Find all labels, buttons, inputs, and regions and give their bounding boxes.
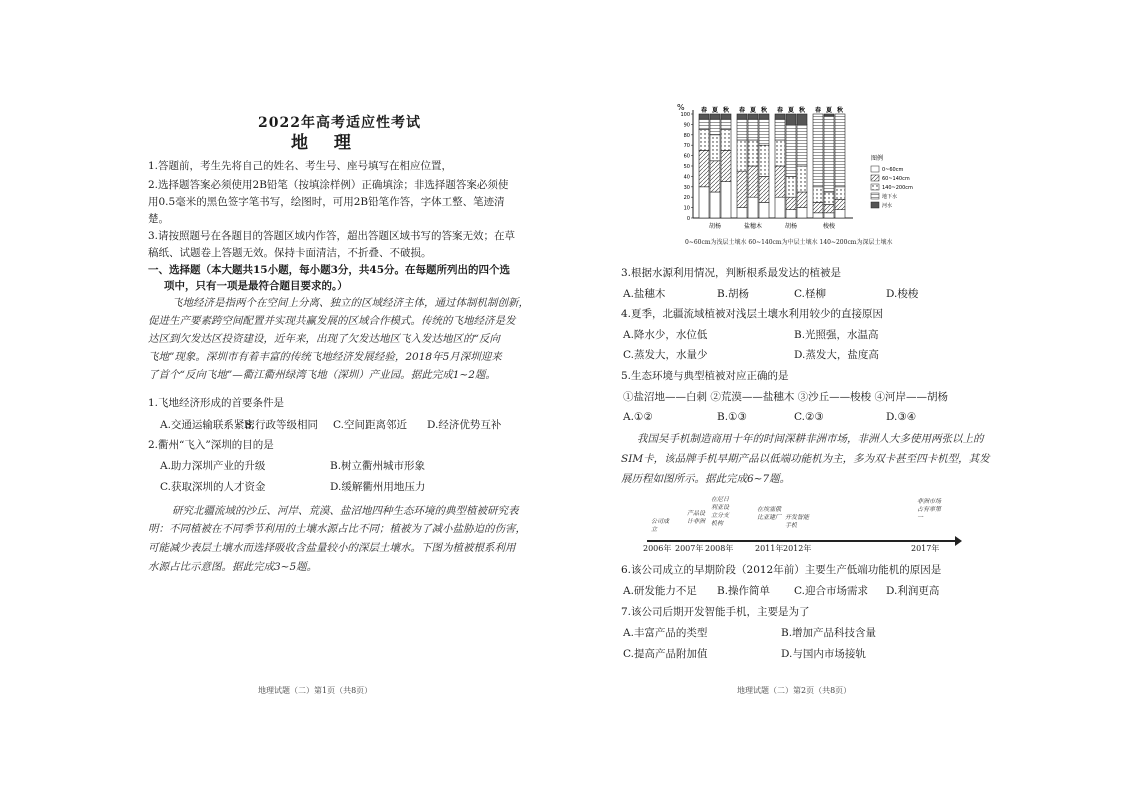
note-line: 1.答题前，考生先将自己的姓名、考生号、座号填写在相应位置， [148, 160, 453, 172]
question-stem: 4.夏季，北疆流域植被对浅层土壤水利用较少的直接原因 [621, 308, 884, 320]
option-c[interactable]: C.②③ [794, 411, 824, 423]
legend-label: 河水 [882, 203, 893, 209]
bar-segment [710, 119, 720, 135]
bar-segment [797, 192, 807, 208]
passage-line: 促进生产要素跨空间配置并实现共赢发展的区域合作模式。传统的飞地经济是发 [148, 315, 516, 327]
note-line: 稿纸、试题卷上答题无效。保持卡面清洁，不折叠、不破损。 [148, 247, 432, 259]
y-tick-label: 60 [683, 153, 690, 160]
bar-segment [748, 140, 758, 166]
bar-segment [710, 192, 720, 218]
legend-swatch [871, 166, 879, 172]
bar-segment [748, 119, 758, 140]
passage-line: 水源占比示意图。据此完成3~5题。 [148, 561, 318, 573]
bar-segment [824, 192, 834, 204]
bar-segment [786, 114, 796, 124]
legend-swatch [871, 184, 879, 190]
bar-segment [775, 166, 785, 197]
legend-label: 140~200cm [882, 185, 913, 191]
category-label: 盐穗木 [743, 223, 763, 230]
bar-segment [721, 130, 731, 151]
bar-segment [699, 114, 709, 119]
bar-segment [824, 213, 834, 218]
y-tick-label: 50 [683, 164, 690, 170]
bar-segment [710, 161, 720, 192]
y-tick-label: 20 [683, 195, 690, 202]
bar-segment [835, 114, 845, 187]
option-b[interactable]: B.树立衢州城市形象 [330, 460, 426, 472]
category-label: 梭梭 [822, 223, 836, 230]
timeline [643, 494, 973, 558]
timeline-year: 2017年 [911, 544, 940, 553]
passage-line: SIM卡，该品牌手机早期产品以低端功能机为主，多为双卡甚至四卡机型，其发 [621, 453, 990, 465]
bar-segment [824, 114, 834, 116]
left-page [0, 0, 561, 794]
passage-line: 可能减少表层土壤水而选择吸收含盐量较小的深层土壤水。下图为植被根系利用 [148, 542, 516, 554]
option-b[interactable]: B.①③ [717, 411, 747, 423]
bar-segment [797, 114, 807, 124]
bar-segment [721, 114, 731, 119]
option-d[interactable]: D.经济优势互补 [427, 419, 502, 431]
bar-segment [759, 202, 769, 218]
option-d[interactable]: D.利润更高 [886, 585, 940, 597]
note-line: 用0.5毫米的黑色签字笔书写，绘图时，可用2B铅笔作答，字体工整、笔迹清 [148, 196, 505, 208]
question-stem: 2.衢州“飞入”深圳的目的是 [148, 439, 274, 451]
bar-segment [699, 119, 709, 129]
option-a[interactable]: A.丰富产品的类型 [623, 627, 708, 639]
bar-segment [775, 197, 785, 218]
season-label: 秋 [798, 107, 806, 114]
timeline-event: 在尼日利亚设立分支机构 [711, 496, 730, 527]
y-tick-label: 30 [683, 184, 690, 191]
bar-segment [824, 116, 834, 192]
option-a[interactable]: A.降水少，水位低 [623, 329, 708, 341]
season-label: 秋 [760, 107, 768, 114]
passage-line: 飞地”现象。深圳市有着丰富的传统飞地经济发展经验，2018年5月深圳迎来 [148, 351, 502, 363]
bar-segment [759, 114, 769, 119]
bar-segment [835, 210, 845, 218]
option-b[interactable]: B.胡杨 [717, 288, 750, 300]
question-stem: 3.根据水源利用情况，判断根系最发达的植被是 [621, 267, 842, 279]
season-label: 夏 [825, 107, 833, 114]
option-c[interactable]: C.柽柳 [794, 288, 826, 300]
question-items: ①盐沼地——白刺 ②荒漠——盐穗木 ③沙丘——梭梭 ④河岸——胡杨 [623, 391, 949, 403]
exam-title: 2022年高考适应性考试 [258, 115, 421, 131]
chart-caption: 0~60cm为浅层土壤水 60~140cm为中层土壤水 140~200cm为深层土壤水 [685, 239, 893, 246]
legend-swatch [871, 193, 879, 199]
season-label: 秋 [722, 107, 730, 114]
y-axis-label: % [677, 103, 685, 112]
option-b[interactable]: B.操作简单 [717, 585, 771, 597]
option-d[interactable]: D.③④ [886, 411, 917, 423]
bar-segment [813, 114, 823, 187]
timeline-event: 非洲市场占有率第一 [917, 498, 942, 521]
passage-line: 我国吴手机制造商用十年的时间深耕非洲市场，非洲人大多使用两张以上的 [637, 433, 984, 445]
category-label: 胡杨 [784, 223, 798, 230]
option-b[interactable]: B.增加产品科技含量 [781, 627, 877, 639]
option-c[interactable]: C.迎合市场需求 [794, 585, 868, 597]
option-d[interactable]: D.梭梭 [886, 288, 919, 300]
bar-segment [759, 176, 769, 202]
bar-segment [737, 171, 747, 207]
passage-line: 飞地经济是指两个在空间上分离、独立的区域经济主体，通过体制机制创新， [172, 297, 529, 309]
bar-segment [775, 140, 785, 166]
bar-segment [797, 208, 807, 218]
y-tick-label: 80 [683, 132, 690, 139]
option-a[interactable]: A.盐穗木 [623, 288, 666, 300]
season-label: 夏 [711, 107, 719, 114]
timeline-year: 2007年 [675, 544, 704, 553]
bar-segment [759, 119, 769, 145]
passage-line: 达区到欠发达区投资建设，近年来，出现了欠发达地区飞入发达地区的“反向 [148, 333, 500, 345]
bar-segment [759, 145, 769, 176]
category-label: 胡杨 [708, 223, 722, 230]
bar-segment [835, 187, 845, 199]
bar-segment [786, 176, 796, 197]
passage-line: 明：不同植被在不同季节利用的土壤水源占比不同；植被为了减小盐胁迫的伤害， [148, 523, 526, 535]
option-d[interactable]: D.与国内市场接轨 [781, 648, 866, 660]
question-stem: 7.该公司后期开发智能手机，主要是为了 [621, 606, 810, 618]
option-d[interactable]: D.缓解衢州用地压力 [330, 481, 426, 493]
timeline-year: 2006年 [643, 544, 672, 553]
note-line: 3.请按照题号在各题目的答题区域内作答，超出答题区域书写的答案无效；在草 [148, 230, 516, 242]
bar-segment [737, 208, 747, 218]
bar-segment [813, 202, 823, 212]
bar-segment [775, 119, 785, 140]
right-page [561, 0, 1123, 794]
bar-segment [813, 213, 823, 218]
root-water-chart [675, 100, 975, 250]
bar-segment [699, 130, 709, 151]
y-tick-label: 40 [683, 174, 690, 181]
legend-label: 60~140cm [882, 176, 910, 182]
bar-segment [721, 182, 731, 218]
legend-label: 地下水 [882, 194, 898, 200]
bar-segment [824, 204, 834, 212]
bar-segment [721, 150, 731, 181]
option-c[interactable]: C.获取深圳的人才资金 [160, 481, 266, 493]
timeline-year: 2008年 [705, 544, 734, 553]
page-footer: 地理试题（二）第1页（共8页） [258, 686, 373, 695]
option-a[interactable]: A.①② [623, 411, 653, 423]
timeline-event: 在埃塞俄比亚建厂 [757, 506, 782, 521]
bar-segment [737, 140, 747, 171]
option-b[interactable]: B.行政等级相同 [244, 419, 319, 431]
bar-segment [699, 187, 709, 218]
legend-swatch [871, 175, 879, 181]
option-a[interactable]: A.交通运输联系紧密 [160, 419, 255, 431]
timeline-event: 开发智能手机 [785, 514, 810, 529]
bar-segment [710, 135, 720, 161]
bar-segment [797, 124, 807, 166]
passage-line: 展历程如图所示。据此完成6~7题。 [621, 473, 791, 485]
bar-segment [748, 197, 758, 218]
bar-segment [721, 119, 731, 129]
timeline-year: 2011年 [755, 544, 784, 553]
legend-swatch [871, 202, 879, 208]
note-line: 2.选择题答案必须使用2B铅笔（按填涂样例）正确填涂；非选择题答案必须使 [148, 179, 509, 191]
bar-segment [835, 199, 845, 209]
season-label: 秋 [836, 107, 844, 114]
bar-segment [797, 166, 807, 192]
note-line: 楚。 [148, 213, 169, 225]
section-heading: 一、选择题（本大题共15小题，每小题3分，共45分。在每题所列出的四个选 [148, 264, 511, 276]
page-footer: 地理试题（二）第2页（共8页） [737, 686, 852, 695]
season-label: 春 [776, 107, 784, 114]
question-stem: 1.飞地经济形成的首要条件是 [148, 397, 285, 409]
bar-segment [786, 197, 796, 209]
passage-line: 研究北疆流域的沙丘、河岸、荒漠、盐沼地四种生态环境的典型植被研究表 [172, 505, 519, 517]
question-stem: 5.生态环境与典型植被对应正确的是 [621, 370, 789, 382]
season-label: 夏 [749, 107, 757, 114]
timeline-arrow-icon [955, 536, 962, 546]
option-c[interactable]: C.空间距离邻近 [333, 419, 407, 431]
bar-segment [813, 187, 823, 203]
season-label: 春 [814, 107, 822, 114]
bar-segment [748, 166, 758, 197]
timeline-event: 公司成立 [651, 518, 670, 533]
bar-segment [737, 119, 747, 140]
question-stem: 6.该公司成立的早期阶段（2012年前）主要生产低端功能机的原因是 [621, 564, 942, 576]
option-b[interactable]: B.光照强，水温高 [794, 329, 879, 341]
legend-label: 0~60cm [882, 167, 904, 173]
section-heading-cont: 项中，只有一项是最符合题目要求的。） [164, 280, 348, 292]
timeline-year: 2012年 [783, 544, 812, 553]
season-label: 春 [700, 107, 708, 114]
bar-segment [710, 114, 720, 119]
legend-title: 图例 [871, 155, 884, 162]
subject-title: 地 理 [291, 133, 361, 153]
y-tick-label: 100 [680, 112, 690, 118]
option-a[interactable]: A.助力深圳产业的升级 [160, 460, 266, 472]
y-tick-label: 90 [683, 122, 690, 129]
season-label: 夏 [787, 107, 795, 114]
bar-segment [699, 150, 709, 186]
bar-segment [786, 124, 796, 176]
y-tick-label: 10 [683, 205, 690, 212]
option-c[interactable]: C.蒸发大，水量少 [623, 349, 708, 361]
passage-line: 了首个“反向飞地”—衢江衢州绿湾飞地（深圳）产业园。据此完成1~2题。 [148, 369, 496, 381]
bar-segment [737, 114, 747, 119]
y-tick-label: 70 [683, 143, 690, 150]
option-a[interactable]: A.研发能力不足 [623, 585, 697, 597]
y-tick-label: 0 [686, 216, 690, 222]
option-c[interactable]: C.提高产品附加值 [623, 648, 708, 660]
bar-segment [775, 114, 785, 119]
bar-segment [786, 210, 796, 218]
timeline-event: 产品设计非洲 [687, 510, 706, 525]
bar-segment [748, 114, 758, 119]
option-d[interactable]: D.蒸发大，盐度高 [794, 349, 879, 361]
season-label: 春 [738, 107, 746, 114]
